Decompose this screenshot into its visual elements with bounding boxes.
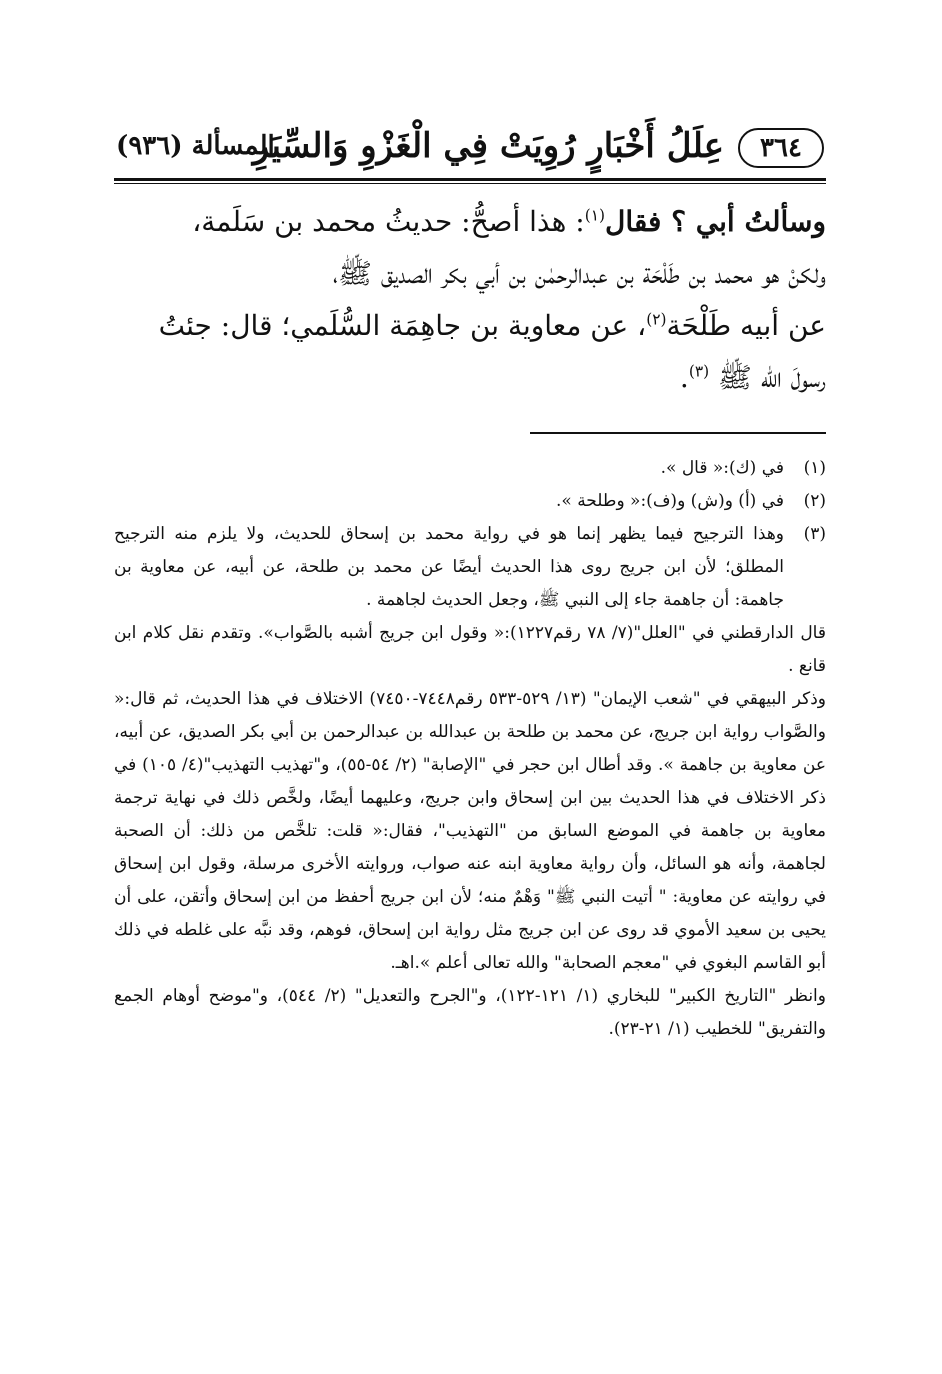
main-line-3 — [114, 300, 826, 352]
page-number: ٣٦٤ — [738, 128, 824, 168]
footnote-3-paragraph-3: وذكر البيهقي في "شعب الإيمان" (١٣/ ٥٢٩-٥٣٣ رقم٧٤٤٨-٧٤٥٠) الاختلاف في هذا الحديث، ثم قال:« والصَّواب رواية ابن جريج، عن محمد بن طلحة بن عبدالله بن عبدالرحمن بن أبي بكر الصديق، عن أبيه، عن معاوية بن جاهمة ». وقد أطال ابن حجر في "الإصابة" (٢/ ٥٤-٥٥)، و"تهذيب التهذيب"(٤/ ١٠٥) في ذكر الاختلاف في هذا الحديث بين ابن إسحاق وابن جريج، وعليهما أيضًا، ولخَّص ذلك في نهاية ترجمة معاوية بن جاهمة في الموضع السابق من "التهذيب"، فقال:« قلت: تلخَّص من ذلك: أن الصحبة لجاهمة، وأنه هو السائل، وأن رواية معاوية ابنه عنه صواب، وروايته الأخرى مرسلة، وقول ابن إسحاق في روايته عن معاوية: " أتيت النبي ﷺ" وَهْمٌ منه؛ لأن ابن جريج أحفظ من ابن إسحاق وأتقن، على أن يحيى بن سعيد الأموي قد روى عن ابن جريج مثل رواية ابن إسحاق، فوهم، وقد نبَّه على غلطه في ذلك أبو القاسم البغوي في "معجم الصحابة" والله تعالى أعلم ».اهـ. — [114, 689, 827, 973]
main-line-4 — [114, 352, 826, 404]
main-line-3-start: عن أبيه طَلْحَة — [666, 309, 826, 342]
footnote-3-paragraph-2: قال الدارقطني في "العلل"(٧/ ٧٨ رقم١٢٢٧):« وقول ابن جريج أشبه بالصَّواب». وتقدم نقل كلام ابن قانع . — [114, 623, 826, 676]
running-header — [116, 122, 824, 178]
main-line-2: ولكنْ هو محمد بن طَلْحَة بن عبدالرحمٰن بن أبي بكر الصديق ﷺ، — [332, 257, 826, 290]
issue-label: المسألة (٩٣٦) — [116, 131, 275, 161]
footnote-3 — [114, 518, 826, 617]
footnotes — [114, 452, 826, 1046]
footnote-2-text: في (أ) و(ش) و(ف):« وطلحة ». — [555, 491, 784, 511]
main-line-4-end: . — [679, 361, 689, 394]
main-line-3-end: ، عن معاوية بن جاهِمَة السُّلَمي؛ قال: جئتُ — [158, 309, 647, 342]
footnote-ref-3[interactable]: (٣) — [688, 362, 710, 381]
footnote-separator — [530, 432, 826, 434]
footnote-3-number: (٣) — [803, 524, 826, 544]
footnote-ref-2[interactable]: (٢) — [646, 310, 667, 329]
main-line-1 — [114, 196, 826, 248]
header-rule-thin — [114, 183, 826, 184]
footnote-ref-1[interactable]: (١) — [584, 206, 606, 225]
main-line-1-end: : هذا أصحُّ: حديثُ محمد بن سَلَمة، — [192, 205, 585, 238]
footnote-2 — [114, 485, 826, 518]
footnote-1-number: (١) — [803, 458, 826, 478]
footnote-3-paragraph-4: وانظر "التاريخ الكبير" للبخاري (١/ ١٢١-١٢٢)، و"الجرح والتعديل" (٢/ ٥٤٤)، و"موضح أوهام الجمع والتفريق" للخطيب (١/ ٢١-٢٣). — [114, 986, 826, 1039]
footnote-3-text: وهذا الترجيح فيما يظهر إنما هو في رواية محمد بن إسحاق للحديث، ولا يلزم منه الترجيح المطلق؛ لأن ابن جريج روى هذا الحديث أيضًا عن محمد بن طلحة، عن أبيه، عن معاوية بن جاهمة: أن جاهمة جاء إلى النبي ﷺ، وجعل الحديث لجاهمة . — [114, 524, 784, 610]
footnote-2-number: (٢) — [803, 491, 826, 511]
footnote-1 — [114, 452, 826, 485]
main-line-4-start: رسولَ الله ﷺ — [718, 361, 826, 394]
main-line-1-start: وسألتُ أبي ؟ فقال — [605, 205, 826, 238]
book-title: عِلَلُ أَخْبَارٍ رُوِيَتْ فِي الْغَزْوِ وَالسِّيَرِ — [252, 126, 724, 166]
main-text — [114, 196, 826, 404]
footnote-1-text: في (ك):« قال ». — [660, 458, 784, 478]
header-rule-thick — [114, 178, 826, 181]
